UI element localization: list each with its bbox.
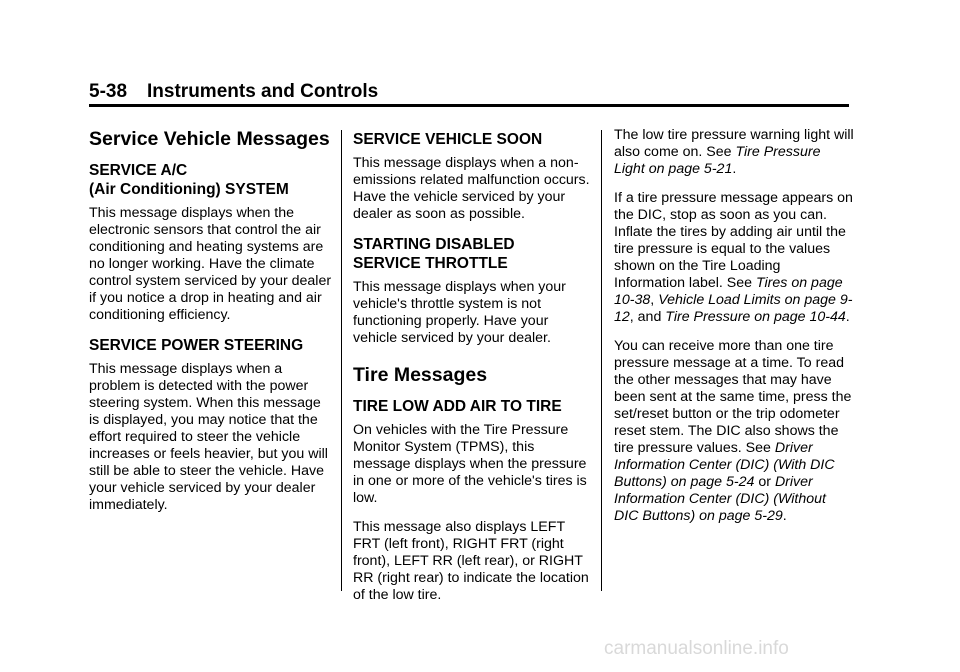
xref-dic-with-buttons[interactable]: Driver Information Center (DIC) (With DIC Buttons) on page 5-24 <box>614 440 835 490</box>
heading-power-steering: SERVICE POWER STEERING <box>89 337 304 354</box>
section-title-service: Service Vehicle Messages <box>89 128 330 150</box>
paragraph-warning-light <box>614 127 854 178</box>
warning-light-text: The low tire pressure warning light will also come on. See <box>614 127 854 160</box>
paragraph-inflate-tires <box>614 190 854 326</box>
paragraph-service-ac: This message displays when the electronic sensors that control the air conditioning and heating systems are no longer working. Have the climate control system serviced by your dealer if you notice a drop in heating and air conditioning efficiency. <box>89 205 332 323</box>
punct: . <box>845 309 850 325</box>
punct: , <box>650 292 655 308</box>
heading-service-vehicle-soon: SERVICE VEHICLE SOON <box>353 131 543 148</box>
column-middle <box>353 127 593 616</box>
xref-tire-pressure-light[interactable]: Tire Pressure Light on page 5-21 <box>614 144 821 177</box>
punct: , and <box>629 309 662 325</box>
heading-starting-disabled <box>353 235 593 273</box>
paragraph-multiple-messages <box>614 338 854 525</box>
header-rule <box>89 104 849 107</box>
multiple-messages-text: You can receive more than one tire pressure message at a time. To read the other messages that may have been sent at the same time, press the set/reset button or the trip odometer reset stem. The DIC also shows the tire pressure values. See <box>614 338 852 456</box>
heading-service-ac-line1: SERVICE A/C <box>89 162 188 179</box>
watermark: carmanualsonline.info <box>604 638 789 659</box>
heading-tire-low: TIRE LOW ADD AIR TO TIRE <box>353 398 562 415</box>
heading-starting-disabled-line2: SERVICE THROTTLE <box>353 255 508 272</box>
xref-tire-pressure[interactable]: Tire Pressure on page 10-44 <box>665 309 846 325</box>
xref-dic-without-buttons[interactable]: Driver Information Center (DIC) (Without DIC Buttons) on page 5-29 <box>614 474 826 524</box>
heading-service-ac <box>89 161 334 199</box>
page-number: 5-38 <box>89 81 128 102</box>
inflate-tires-text: If a tire pressure message appears on the DIC, stop as soon as you can. Inflate the tires by adding air until the tire pressure is equal to the values shown on the Tire Loading Information label. See <box>614 190 853 291</box>
page-header <box>89 80 849 106</box>
column-divider-left <box>341 130 342 591</box>
chapter-title: Instruments and Controls <box>147 81 379 102</box>
punct: . <box>732 161 737 177</box>
paragraph-tire-low: On vehicles with the Tire Pressure Monitor System (TPMS), this message displays when the pressure in one or more of the vehicle's tires is low. <box>353 422 587 506</box>
column-left <box>89 127 334 526</box>
column-right <box>614 127 854 537</box>
punct: . <box>782 508 787 524</box>
conjunction: or <box>758 474 771 490</box>
paragraph-power-steering: This message displays when a problem is detected with the power steering system. When this message is displayed, you may notice that the effort required to steer the vehicle increases or feels heavier, but you will still be able to steer the vehicle. Have your vehicle serviced by your dealer immediately. <box>89 361 328 513</box>
paragraph-service-vehicle-soon: This message displays when a non-emissions related malfunction occurs. Have the vehicle serviced by your dealer as soon as possible. <box>353 155 590 222</box>
column-divider-right <box>601 130 602 591</box>
xref-vehicle-load-limits[interactable]: Vehicle Load Limits on page 9-12 <box>614 292 853 325</box>
section-title-tire: Tire Messages <box>353 364 488 386</box>
paragraph-tire-location: This message also displays LEFT FRT (left front), RIGHT FRT (right front), LEFT RR (left rear), or RIGHT RR (right rear) to indicate the location of the low tire. <box>353 519 589 603</box>
paragraph-service-throttle: This message displays when your vehicle's throttle system is not functioning properly. Have your vehicle serviced by your dealer. <box>353 279 566 346</box>
heading-service-ac-line2: (Air Conditioning) SYSTEM <box>89 181 289 198</box>
xref-tires[interactable]: Tires on page 10-38 <box>614 275 843 308</box>
heading-starting-disabled-line1: STARTING DISABLED <box>353 236 515 253</box>
